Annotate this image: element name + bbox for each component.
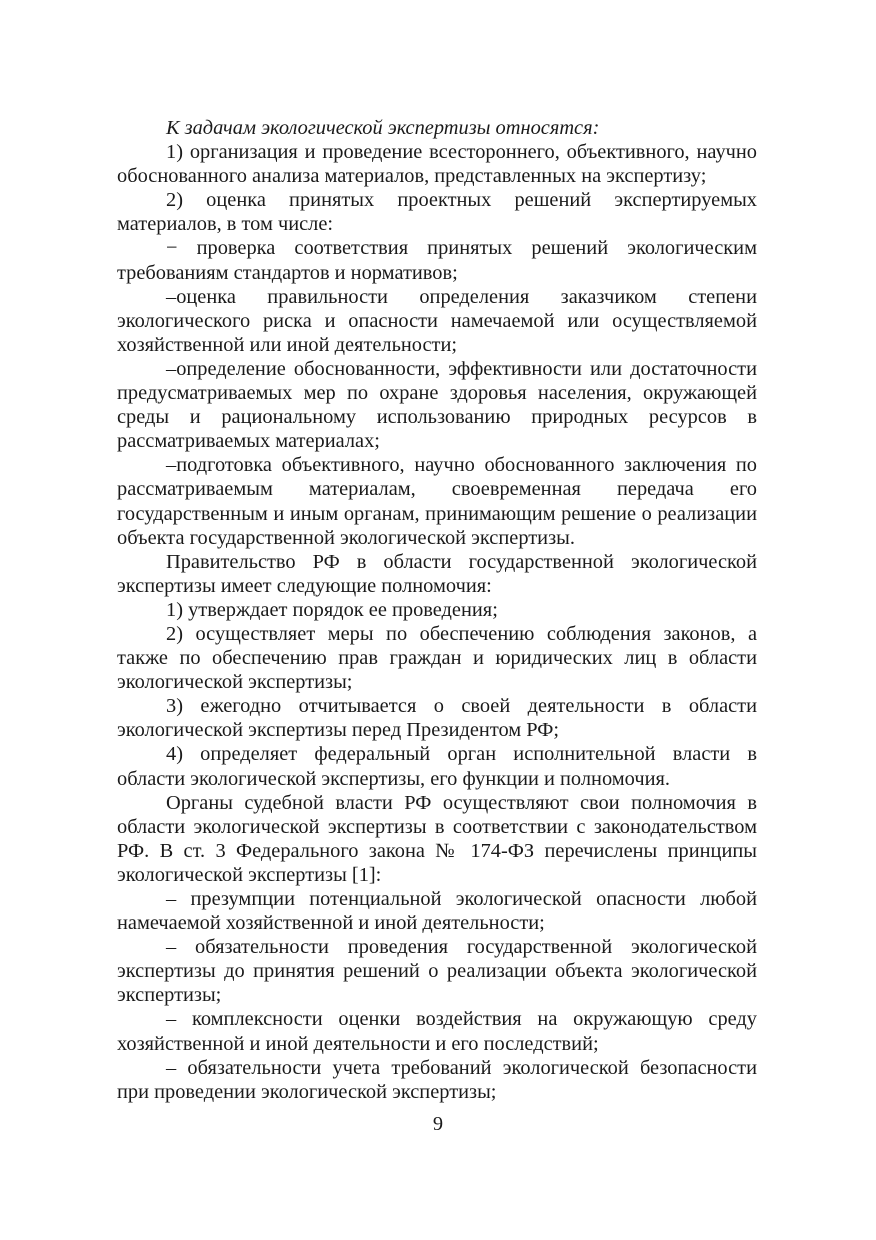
paragraph-task-1: 1) организация и проведение всестороннего, объективного, научно обоснованного анализа материалов, представленных на экспертизу; [117,141,757,188]
section-heading: К задачам экологической экспертизы относятся: [166,117,600,139]
paragraph-measures-validity: –определение обоснованности, эффективности или достаточности предусматриваемых мер по охране здоровья населения, окружающей среды и рациональному использованию природных ресурсов в рассматриваемых материалах; [117,357,757,453]
paragraph-principle-safety: – обязательности учета требований экологической безопасности при проведении экологической экспертизы; [117,1056,757,1103]
paragraph-judicial-authorities: Органы судебной власти РФ осуществляют свои полномочия в области экологической экспертизы в соответствии с законодательством РФ. В ст. 3 Федерального закона № 174-ФЗ перечислены принципы экологической экспертизы [1]: [117,791,757,886]
paragraph-principle-complexity: – комплексности оценки воздействия на окружающую среду хозяйственной и иной деятельности и его последствий; [117,1008,757,1055]
paragraph-task-2: 2) оценка принятых проектных решений экспертируемых материалов, в том числе: [117,189,757,236]
page-number: 9 [432,1113,444,1135]
paragraph-power-1: 1) утверждает порядок ее проведения; [166,598,498,621]
paragraph-principle-presumption: – презумпции потенциальной экологической опасности любой намечаемой хозяйственной и иной деятельности; [117,888,757,935]
paragraph-power-3: 3) ежегодно отчитывается о своей деятельности в области экологической экспертизы перед Президентом РФ; [117,695,757,742]
paragraph-check-compliance: − проверка соответствия принятых решений экологическим требованиям стандартов и нормативов; [117,237,757,284]
paragraph-power-4: 4) определяет федеральный орган исполнительной власти в области экологической экспертизы, его функции и полномочия. [117,743,757,790]
paragraph-risk-assessment: –оценка правильности определения заказчиком степени экологического риска и опасности намечаемой или осуществляемой хозяйственной или иной деятельности; [117,285,757,356]
paragraph-power-2: 2) осуществляет меры по обеспечению соблюдения законов, а также по обеспечению прав граждан и юридических лиц в области экологической экспертизы; [117,622,757,694]
paragraph-conclusion-prep: –подготовка объективного, научно обоснованного заключения по рассматриваемым материалам, своевременная передача его государственным и иным органам, принимающим решение о реализации объекта государственной экологической экспертизы. [117,454,757,549]
paragraph-principle-obligatory: – обязательности проведения государственной экологической экспертизы до принятия решений о реализации объекта экологической экспертизы; [117,936,757,1007]
paragraph-government-powers: Правительство РФ в области государственной экологической экспертизы имеет следующие полномочия: [117,550,757,597]
document-body [117,116,757,1104]
